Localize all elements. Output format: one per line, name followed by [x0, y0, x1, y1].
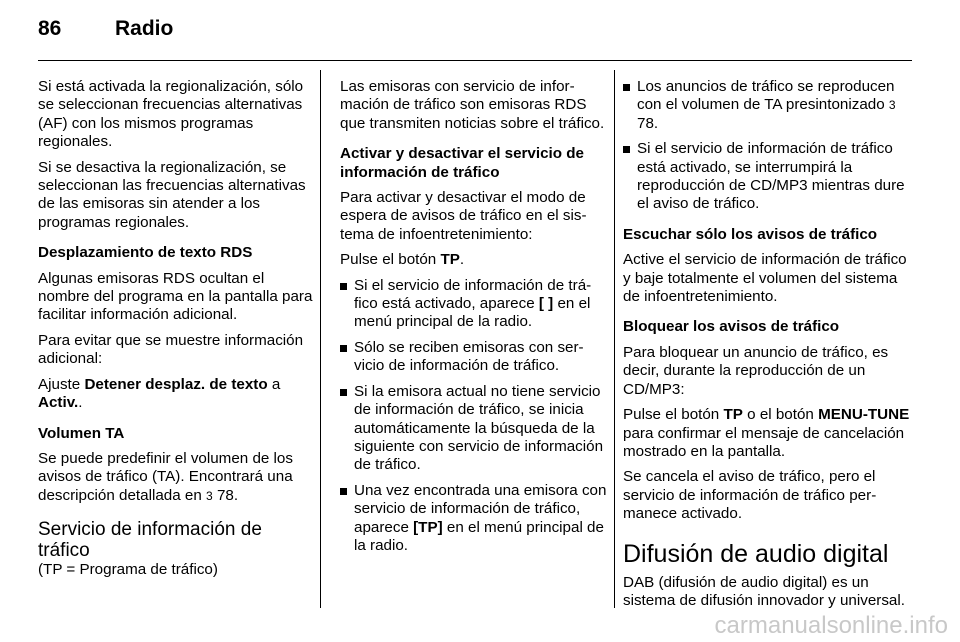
paragraph: Si está activada la regionalización, sólo se seleccionan frecuencias alternativas (AF) con los mismos programas regionales.: [38, 78, 304, 151]
paragraph: Para evitar que se muestre información adicional:: [38, 331, 304, 368]
paragraph: [38, 450, 314, 505]
text: Pulse el botón: [340, 251, 437, 269]
subheading-volume-ta: Volumen TA: [38, 424, 125, 442]
page-ref: 78.: [637, 114, 659, 132]
paragraph: Active el servicio de información de tráfico y baje totalmente el volumen del sistema de infoentretenimiento.: [623, 251, 907, 306]
header-rule: [38, 60, 912, 61]
list-item: [340, 482, 608, 556]
text: .: [459, 251, 465, 269]
list-item: [623, 78, 911, 133]
text: Si el servicio de información de tráfico está activado, aparece: [354, 276, 592, 313]
page-number: 86: [38, 17, 62, 40]
page-ref-arrow-icon: 3: [206, 488, 213, 503]
list-item: Si la emisora actual no tiene servicio de información de tráfico, se inicia automáticamente la búsqueda de la siguiente con servicio de información de tráfico.: [340, 383, 608, 475]
paragraph-ajuste: [38, 376, 314, 413]
marker: [ ]: [538, 295, 554, 313]
subheading-activate-tp: Activar y desactivar el servicio de información de tráfico: [340, 145, 584, 181]
text: en el menú principal de la radio.: [354, 295, 591, 331]
list-item: Si el servicio de información de tráfico está activado, se interrumpirá la reproducción de CD/MP3 mientras dure el aviso de tráfico.: [623, 140, 911, 214]
subheading-block: Bloquear los avisos de tráfico: [623, 318, 840, 336]
text: a: [271, 375, 281, 393]
text: Los anuncios de tráfico se reproducen con el volumen de TA presintonizado: [637, 78, 895, 114]
paragraph: Para activar y desactivar el modo de espera de avisos de tráfico en el sistema de infoentretenimiento:: [340, 189, 587, 243]
paragraph: Algunas emisoras RDS ocultan el nombre del programa en la pantalla para facilitar información adicional.: [38, 269, 313, 324]
list-item: Sólo se reciben emisoras con servicio de información de tráfico.: [340, 339, 608, 376]
menu-label: Detener desplaz. de texto: [84, 375, 268, 393]
button-label-tp: TP: [723, 406, 743, 424]
paragraph: DAB (difusión de audio digital) es un sistema de difusión innovador y universal.: [623, 573, 905, 609]
section-title-tp: Servicio de información de tráfico: [38, 519, 262, 562]
paragraph: Las emisoras con servicio de información de tráfico son emisoras RDS que transmiten noticias sobre el tráfico.: [340, 78, 605, 132]
paragraph: Para bloquear un anuncio de tráfico, es decir, durante la reproducción de un CD/MP3:: [623, 343, 889, 398]
bullet-list: [623, 78, 911, 214]
page-ref: 78.: [216, 486, 239, 504]
text: para confirmar el mensaje de cancelación mostrado en la pantalla.: [623, 424, 905, 460]
text: Una vez encontrada una emisora con servicio de información de tráfico, aparece: [354, 481, 607, 536]
section-subtitle: (TP = Programa de tráfico): [38, 561, 218, 579]
button-label-menu-tune: MENU-TUNE: [818, 406, 910, 424]
chapter-title: Radio: [115, 17, 174, 40]
paragraph: Si se desactiva la regionalización, se seleccionan las frecuencias alternativas de las emisoras sin atender a los programas regionales.: [38, 158, 306, 231]
text: o el botón: [747, 406, 814, 424]
button-label-tp: TP: [440, 251, 460, 269]
column-3: [623, 78, 911, 617]
watermark: carmanualsonline.info: [714, 612, 948, 639]
page-ref-arrow-icon: 3: [888, 98, 896, 113]
marker: [TP]: [413, 518, 443, 536]
column-divider: [320, 70, 321, 608]
paragraph-pulse: [340, 251, 608, 269]
column-divider: [614, 70, 615, 608]
column-1: [38, 78, 314, 587]
menu-value: Activ.: [38, 394, 79, 412]
list-item: [340, 277, 608, 332]
paragraph: Se cancela el aviso de tráfico, pero el servicio de información de tráfico permanece activado.: [623, 468, 877, 523]
text: .: [78, 394, 83, 412]
text: en el menú principal de la radio.: [354, 518, 604, 554]
subheading-rds-scroll: Desplazamiento de texto RDS: [38, 244, 253, 262]
subheading-listen-only: Escuchar sólo los avisos de tráfico: [623, 225, 878, 243]
bullet-list: [340, 277, 608, 556]
column-2: [340, 78, 608, 562]
paragraph: [623, 406, 911, 461]
text: Ajuste: [38, 375, 81, 393]
section-title-dab: Difusión de audio digital: [623, 539, 889, 568]
text: Se puede predefinir el volumen de los avisos de tráfico (TA). Encontrará una descripción detallada en: [38, 449, 293, 504]
text: Pulse el botón: [623, 406, 720, 424]
